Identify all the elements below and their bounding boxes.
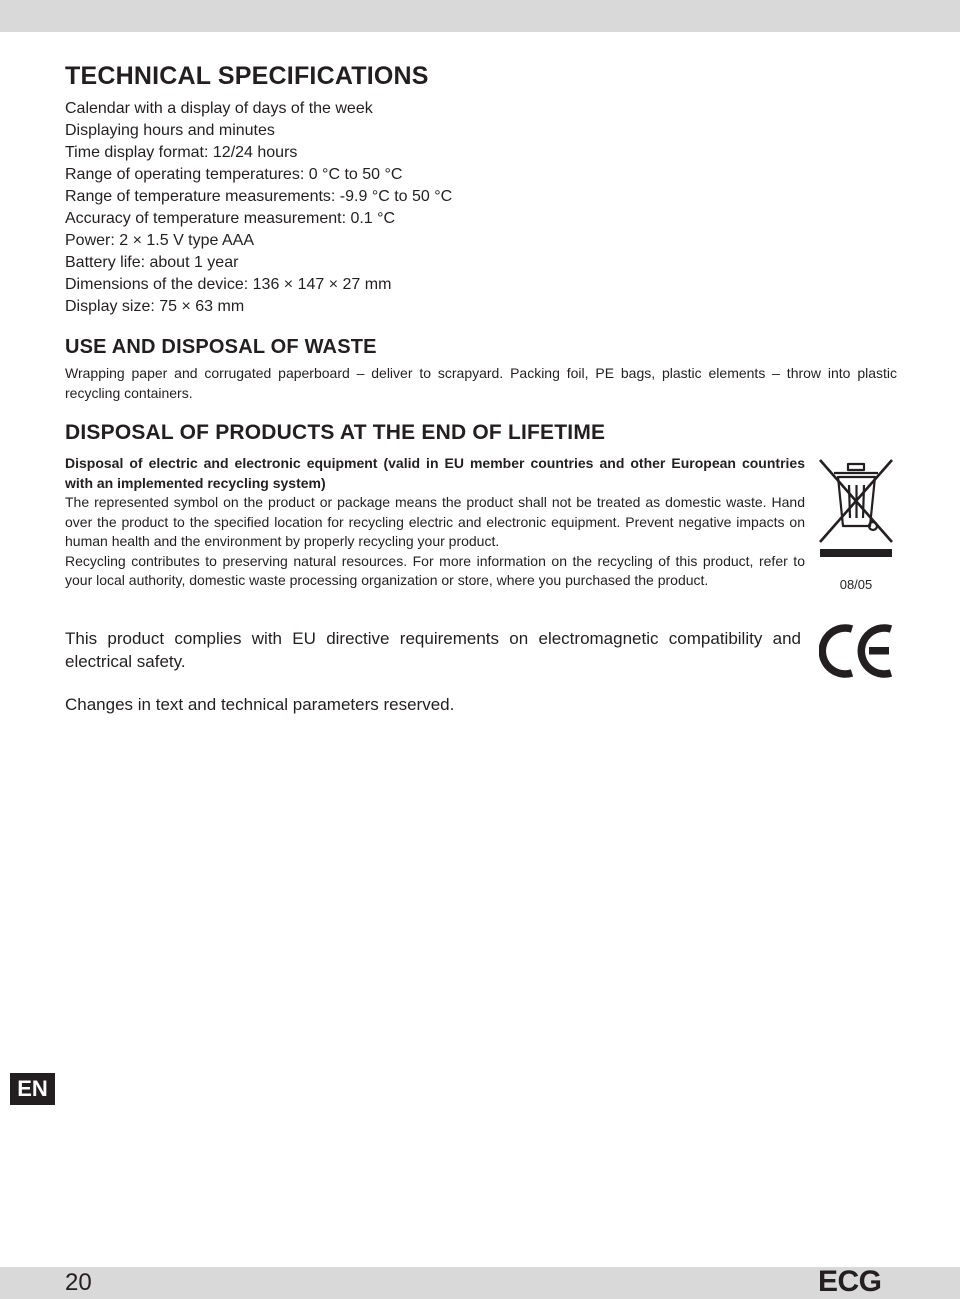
spec-item: Calendar with a display of days of the week [65, 100, 373, 117]
reserved-note: Changes in text and technical parameters reserved. [65, 695, 455, 714]
spec-item: Range of operating temperatures: 0 °C to 50 °C [65, 166, 403, 183]
weee-paragraph-2: Recycling contributes to preserving natural resources. For more information on the recycling of this product, refer to your local authority, domestic waste processing organization or store, where you purchased the product. [65, 552, 805, 588]
crossed-out-bin-icon [818, 458, 894, 558]
waste-heading: USE AND DISPOSAL OF WASTE [65, 336, 377, 358]
page-number: 20 [65, 1269, 92, 1296]
spec-item: Displaying hours and minutes [65, 122, 275, 139]
end-of-life-heading: DISPOSAL OF PRODUCTS AT THE END OF LIFETIME [65, 421, 606, 444]
spec-item: Range of temperature measurements: -9.9 °C to 50 °C [65, 188, 453, 205]
spec-item: Battery life: about 1 year [65, 254, 239, 271]
ce-mark-icon [819, 621, 897, 681]
weee-paragraph-1: The represented symbol on the product or package means the product shall not be treated as domestic waste. Hand over the product to the specified location for recycling electric and electronic equipment. Prevent negative impacts on human health and the environment by properly recycling your product. [65, 494, 805, 549]
top-band [0, 0, 960, 32]
bottom-band [0, 1267, 960, 1299]
spec-item: Accuracy of temperature measurement: 0.1 °C [65, 210, 396, 227]
language-tab: EN [10, 1073, 55, 1105]
spec-item: Power: 2 × 1.5 V type AAA [65, 232, 254, 249]
spec-item: Display size: 75 × 63 mm [65, 298, 245, 315]
weee-code: 08/05 [839, 577, 873, 592]
brand-logo: ECG [818, 1265, 882, 1298]
weee-subtitle: Disposal of electric and electronic equipment (valid in EU member countries and other European countries with an implemented recycling system) [65, 455, 805, 491]
compliance-text: This product complies with EU directive requirements on electromagnetic compatibility and electrical safety. [65, 629, 801, 671]
spec-item: Dimensions of the device: 136 × 147 × 27 mm [65, 276, 392, 293]
technical-specifications-heading: TECHNICAL SPECIFICATIONS [65, 62, 429, 90]
spec-item: Time display format: 12/24 hours [65, 144, 298, 161]
spec-list [65, 98, 452, 318]
end-of-life-block [65, 454, 805, 591]
waste-text: Wrapping paper and corrugated paperboard – deliver to scrapyard. Packing foil, PE bags, plastic elements – throw into plastic recycling containers. [65, 365, 897, 401]
